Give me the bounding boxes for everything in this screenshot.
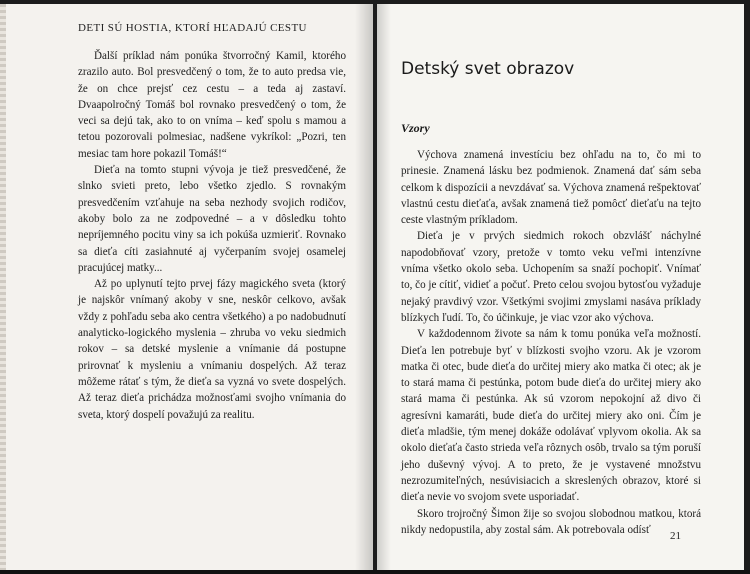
page-number: 21 xyxy=(670,530,681,542)
left-page xyxy=(0,4,373,570)
page-edge-strip xyxy=(0,4,6,570)
paragraph: V každodennom živote sa nám k tomu ponúka veľa možností. Dieťa len potrebuje byť v blízkosti svojho vzoru. Ak je vzorom matka či otec, bude dieťa do určitej miery ako matka či otec; ak je to stará mama či pestúnka, potom bude dieťa do určitej miery ako stará mama či pestúnka. Ak sú vzorom nepokojní až divo či agresívni kamaráti, bude dieťa do určitej miery ako oni. Čím je dieťa mladšie, tým menej dokáže odolávať vplyvom okolia. Ak sa okolo dieťaťa často strieda veľa rôznych osôb, trvalo sa tým poruší jeho duševný vývoj. A to preto, že je vystavené množstvu nezrozumiteľných, nesúvisiacich a skreslených obrazov, ktoré si dieťa nevie vo svojom svete usporiadať. xyxy=(401,328,701,504)
paragraph: Až po uplynutí tejto prvej fázy magického sveta (ktorý je najskôr vnímaný akoby v sne, neskôr celkovo, avšak vždy z pohľadu seba ako centra všetkého) a po nadobudnutí analyticko-logického myslenia – zhruba vo veku siedmich rokov – sa detské myslenie a vnímanie dá postupne prirovnať k mysleniu a vnímaniu dospelých. Až teraz môžeme rátať s tým, že dieťa sa vyzná vo svete dospelých. Až teraz dieťa prichádza možnosťami svojho vnímania do sveta, ktorý dospelí považujú za realitu. xyxy=(78,278,346,421)
section-title: Vzory xyxy=(401,121,430,135)
left-page-body xyxy=(78,48,346,423)
right-page xyxy=(377,4,744,570)
paragraph: Dieťa je v prvých siedmich rokoch obzvlášť náchylné napodobňovať vzory, pretože v tomto veku veľmi intenzívne vníma všetko okolo seba. Uchopením sa snaží pochopiť. Vnímať to, čo je cítiť, vidieť a počuť. Preto celou svojou bytosťou vyžaduje nejaký pravdivý vzor. Všetkými svojimi zmyslami nasáva príklady blízkych ľudí. To, čo účinkuje, je viac vzor ako výchova. xyxy=(401,230,701,324)
bottom-edge xyxy=(0,570,750,574)
chapter-title: Detský svet obrazov xyxy=(401,59,575,79)
paragraph: Dieťa na tomto stupni vývoja je tiež presvedčené, že slnko svieti preto, lebo všetko zjedlo. S rovnakým presvedčením vzťahuje na seba nezhody svojich rodičov, akoby bolo za ne zodpovedné – a v dôsledku tohto nepríjemného pocitu viny sa ich pokúša uzmieriť. Rovnako sa dieťa cíti zasiahnuté aj vyčerpaním svojej osamelej pracujúcej matky... xyxy=(78,164,346,274)
running-head: DETI SÚ HOSTIA, KTORÍ HĽADAJÚ CESTU xyxy=(78,22,307,34)
paragraph: Výchova znamená investíciu bez ohľadu na to, čo mi to prinesie. Znamená lásku bez podmienok. Znamená dať sám seba celkom k dispozícii a nevzdávať sa. Výchova znamená rešpektovať vlastnú cestu dieťaťa, avšak znamená tiež pomôcť dieťaťu na tejto ceste vlastným príkladom. xyxy=(401,149,701,227)
gutter-shadow xyxy=(377,4,391,570)
gutter-shadow xyxy=(355,4,373,570)
paragraph: Skoro trojročný Šimon žije so svojou slobodnou matkou, ktorá nikdy nedopustila, aby zostal sám. Ak potrebovala odísť xyxy=(401,507,701,536)
right-page-body xyxy=(401,147,701,538)
paragraph: Ďalší príklad nám ponúka štvorročný Kamil, ktorého zrazilo auto. Bol presvedčený o tom, že to auto predsa vie, že on chce prejsť cez cestu – a teda aj zastaví. Dvaapolročný Tomáš bol rovnako presvedčený o tom, že veci sa dejú tak, ako to on vníma – keď spolu s mamou a tetou pozorovali polmesiac, nadšene vykríkol: „Pozri, ten mesiac tam hore pokazil Tomáš!“ xyxy=(78,50,346,160)
